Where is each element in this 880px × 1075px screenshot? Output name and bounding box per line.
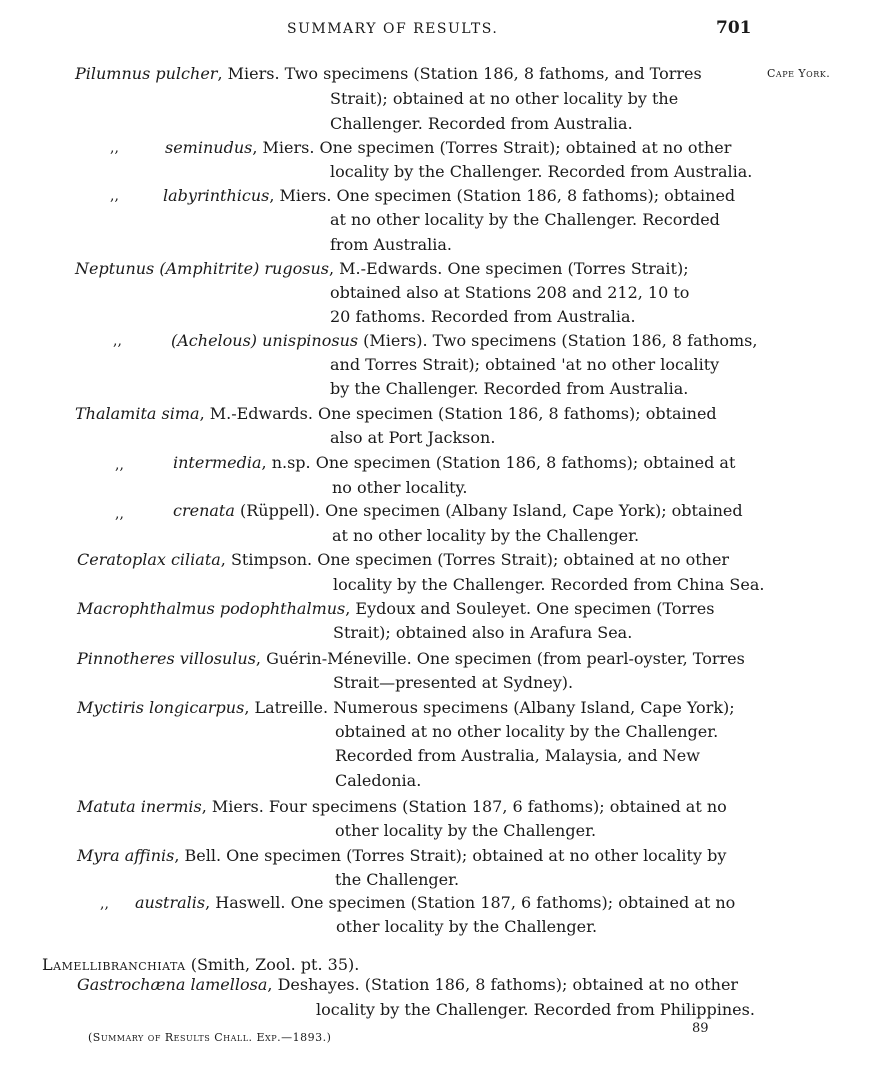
species-author: (Miers).	[358, 331, 428, 350]
page-number: 701	[716, 18, 752, 38]
entry-line: Strait); obtained at no other locality by the	[330, 89, 679, 108]
species-name: Pilumnus pulcher	[75, 64, 218, 83]
species-author: , Miers.	[269, 186, 332, 205]
entry-line: Strait—presented at Sydney).	[333, 673, 574, 692]
species-name: Neptunus (Amphitrite) rugosus	[75, 259, 329, 278]
entry-line	[77, 550, 729, 570]
entry-text: One specimen (Albany Island, Cape York); obtained	[320, 501, 743, 520]
section-reference: (Smith, Zool. pt. 35).	[185, 955, 360, 974]
entry-text: One specimen (Torres Strait); obtained at no other locality by	[221, 846, 727, 865]
species-name: australis	[135, 893, 206, 912]
ditto-mark: ,,	[100, 896, 109, 912]
species-author: , M.-Edwards.	[199, 404, 313, 423]
species-author: , Miers.	[201, 797, 264, 816]
species-name: crenata	[173, 501, 235, 520]
entry-line: Caledonia.	[335, 771, 422, 790]
entry-line: obtained at no other locality by the Challenger.	[335, 722, 719, 741]
signature-mark: 89	[692, 1021, 709, 1036]
entry-line	[75, 259, 689, 279]
ditto-mark: ,,	[110, 188, 119, 204]
entry-line	[135, 893, 735, 913]
entry-line: and Torres Strait); obtained 'at no other locality	[330, 355, 720, 374]
ditto-mark: ,,	[115, 457, 124, 473]
entry-line: by the Challenger. Recorded from Australia.	[330, 379, 689, 398]
entry-line	[75, 64, 702, 84]
ditto-mark: ,,	[115, 506, 124, 522]
entry-line: locality by the Challenger. Recorded from Philippines.	[316, 1000, 755, 1019]
species-author: , Guérin-Méneville.	[255, 649, 412, 668]
entry-line: 20 fathoms. Recorded from Australia.	[330, 307, 636, 326]
species-author: , n.sp.	[261, 453, 311, 472]
species-name: seminudus	[165, 138, 253, 157]
ditto-mark: ,,	[113, 333, 122, 349]
entry-line	[75, 404, 717, 424]
species-name: (Achelous) unispinosus	[171, 331, 359, 350]
entry-line	[77, 797, 727, 817]
footer-citation: (Summary of Results Chall. Exp.—1893.)	[88, 1031, 332, 1044]
entry-text: One specimen (Station 186, 8 fathoms); obtained at	[310, 453, 736, 472]
entry-line	[77, 599, 714, 619]
entry-line	[77, 975, 738, 995]
running-header-title: SUMMARY OF RESULTS.	[287, 21, 499, 37]
species-name: Thalamita sima	[75, 404, 200, 423]
species-author: , Miers.	[217, 64, 280, 83]
species-author: , Stimpson.	[220, 550, 313, 569]
species-name: Pinnotheres villosulus	[77, 649, 256, 668]
species-author: (Rüppell).	[234, 501, 321, 520]
ditto-mark: ,,	[110, 140, 119, 156]
entry-text: Four specimens (Station 187, 6 fathoms); obtained at no	[263, 797, 727, 816]
entry-text: Numerous specimens (Albany Island, Cape York);	[328, 698, 735, 717]
species-author: , M.-Edwards.	[328, 259, 443, 278]
entry-text: Two specimens (Station 186, 8 fathoms, and Torres	[279, 64, 702, 83]
entry-line: no other locality.	[332, 478, 468, 497]
species-name: intermedia	[173, 453, 262, 472]
species-name: Macrophthalmus podophthalmus	[77, 599, 346, 618]
species-name: Gastrochæna lamellosa	[77, 975, 268, 994]
entry-line	[77, 846, 726, 866]
entry-line	[165, 138, 731, 158]
entry-text: Two specimens (Station 186, 8 fathoms,	[427, 331, 758, 350]
entry-text: One specimen (Station 186, 8 fathoms); obtained	[331, 186, 736, 205]
entry-line	[163, 186, 735, 206]
entry-text: One specimen (Station 187, 6 fathoms); obtained at no	[285, 893, 736, 912]
entry-line: at no other locality by the Challenger.	[332, 526, 640, 545]
species-name: Myctiris longicarpus	[77, 698, 245, 717]
species-name: labyrinthicus	[163, 186, 270, 205]
species-author: , Haswell.	[205, 893, 286, 912]
entry-line: other locality by the Challenger.	[335, 821, 597, 840]
species-author: , Bell.	[174, 846, 222, 865]
entry-line	[171, 331, 757, 351]
entry-text: (Station 186, 8 fathoms); obtained at no other	[359, 975, 739, 994]
species-name: Ceratoplax ciliata	[77, 550, 221, 569]
entry-line: also at Port Jackson.	[330, 428, 496, 447]
entry-line: the Challenger.	[335, 870, 460, 889]
species-name: Matuta inermis	[77, 797, 202, 816]
entry-line: Recorded from Australia, Malaysia, and New	[335, 746, 700, 765]
entry-line: locality by the Challenger. Recorded from China Sea.	[333, 575, 765, 594]
entry-line	[173, 453, 735, 473]
entry-line: other locality by the Challenger.	[336, 917, 598, 936]
entry-text: One specimen (Torres Strait); obtained at no other	[312, 550, 730, 569]
entry-line	[77, 698, 735, 718]
entry-line	[173, 501, 743, 521]
entry-line: at no other locality by the Challenger. Recorded	[330, 210, 720, 229]
entry-text: One specimen (Torres Strait);	[442, 259, 689, 278]
section-heading	[42, 955, 359, 974]
entry-text: One specimen (from pearl-oyster, Torres	[411, 649, 745, 668]
entry-line: obtained also at Stations 208 and 212, 10 to	[330, 283, 690, 302]
species-name: Myra affinis	[77, 846, 175, 865]
species-author: , Eydoux and Souleyet.	[345, 599, 532, 618]
margin-note-locality: Cape York.	[767, 67, 831, 80]
species-author: , Latreille.	[244, 698, 329, 717]
species-author: , Miers.	[252, 138, 315, 157]
entry-text: One specimen (Torres	[531, 599, 715, 618]
entry-line: Strait); obtained also in Arafura Sea.	[333, 623, 633, 642]
section-title: Lamellibranchiata	[42, 955, 186, 974]
entry-text: One specimen (Station 186, 8 fathoms); obtained	[312, 404, 717, 423]
entry-line: from Australia.	[330, 235, 453, 254]
species-author: , Deshayes.	[267, 975, 360, 994]
entry-line: locality by the Challenger. Recorded from Australia.	[330, 162, 753, 181]
entry-line	[77, 649, 745, 669]
entry-text: One specimen (Torres Strait); obtained at no other	[314, 138, 732, 157]
entry-line: Challenger. Recorded from Australia.	[330, 114, 633, 133]
